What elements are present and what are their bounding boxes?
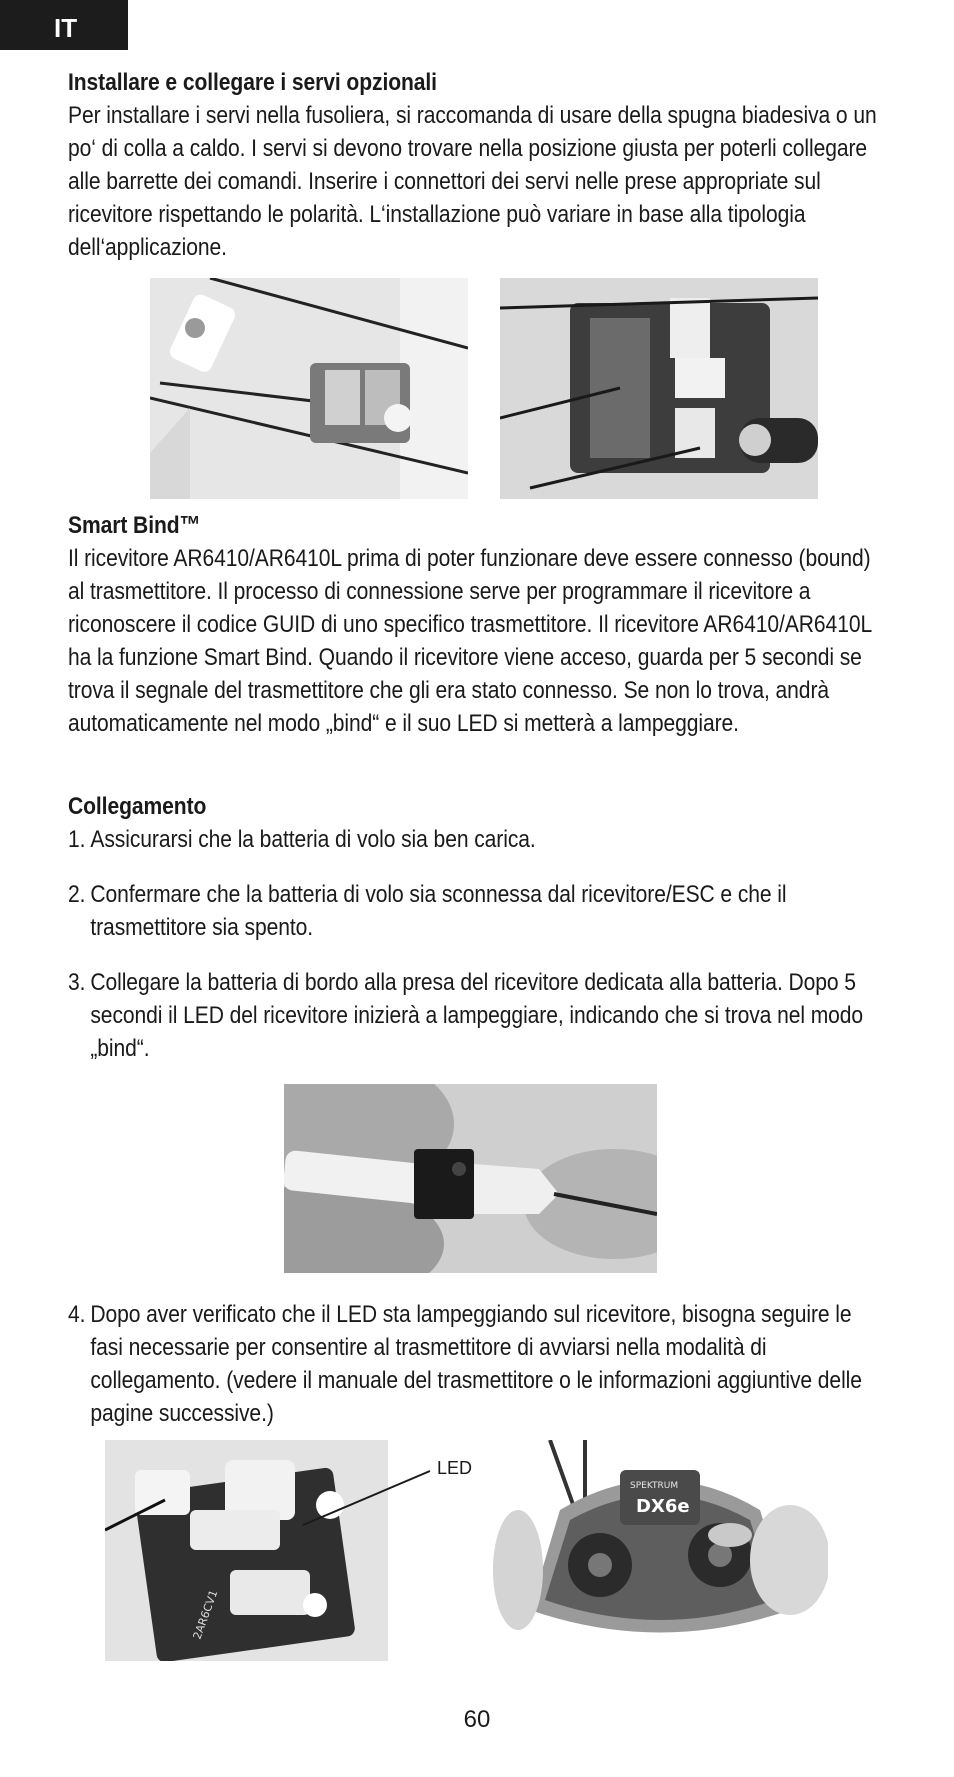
section-binding (68, 790, 888, 1065)
step-number: 4. (68, 1301, 86, 1328)
section-title-binding: Collegamento (68, 793, 207, 820)
list-item-step-3 (68, 966, 888, 1065)
step-number: 2. (68, 881, 86, 908)
language-tab: IT (0, 0, 128, 50)
list-item-step-2 (68, 878, 888, 944)
section-servos (68, 66, 888, 264)
step-text: Assicurarsi che la batteria di volo sia ben carica. (90, 826, 536, 853)
transmitter-photo (490, 1440, 828, 1661)
page-number: 60 (463, 1706, 491, 1733)
step-text: Collegare la batteria di bordo alla presa del ricevitore dedicata alla batteria. Dopo 5 secondi il LED del ricevitore inizierà a lampeggiare, indicando che si trova nel modo „bind“. (90, 969, 864, 1062)
section-body-smartbind: Il ricevitore AR6410/AR6410L prima di poter funzionare deve essere connesso (bound) al trasmettitore. Il processo di connessione serve per programmare il ricevitore a riconoscere il codice GUID di uno specifico trasmettitore. Il ricevitore AR6410/AR6410L ha la funzione Smart Bind. Quando il ricevitore viene acceso, guarda per 5 secondi se trova il segnale del trasmettitore che gli era stato connesso. Se non lo trova, andrà automaticamente nel modo „bind“ e il suo LED si metterà a lampeggiare. (68, 545, 872, 737)
section-binding-step-4 (68, 1298, 888, 1430)
section-title-servos: Installare e collegare i servi opzionali (68, 69, 437, 96)
receiver-marking: 2AR6CV1 (190, 1588, 221, 1642)
list-item-step-1 (68, 823, 888, 856)
section-smartbind (68, 509, 888, 740)
step-number: 3. (68, 969, 86, 996)
servo-install-photo-right (500, 278, 818, 499)
battery-connector-photo (284, 1084, 657, 1273)
transmitter-model: DX6e (636, 1496, 690, 1517)
led-callout-label: LED (437, 1458, 473, 1478)
section-body-servos: Per installare i servi nella fusoliera, si raccomanda di usare della spugna biadesiva o un po‘ di colla a caldo. I servi si devono trovare nella posizione giusta per poterli collegare alle barrette dei comandi. Inserire i connettori dei servi nelle prese appropriate sul ricevitore rispettando le polarità. L‘installazione può variare in base alla tipologia dell‘applicazione. (68, 102, 877, 261)
list-item-step-4 (68, 1298, 888, 1430)
step-text: Dopo aver verificato che il LED sta lampeggiando sul ricevitore, bisogna seguire le fasi necessarie per consentire al trasmettitore di avviarsi nella modalità di collegamento. (vedere il manuale del trasmettitore o le informazioni aggiuntive delle pagine successive.) (90, 1301, 862, 1427)
step-text: Confermare che la batteria di volo sia sconnessa dal ricevitore/ESC e che il trasmettitore sia spento. (90, 881, 787, 941)
servo-install-photo-left (150, 278, 468, 499)
transmitter-brand: SPEKTRUM (630, 1481, 679, 1491)
receiver-led-photo (105, 1440, 388, 1661)
section-title-smartbind: Smart Bind™ (68, 512, 201, 539)
step-number: 1. (68, 826, 86, 853)
